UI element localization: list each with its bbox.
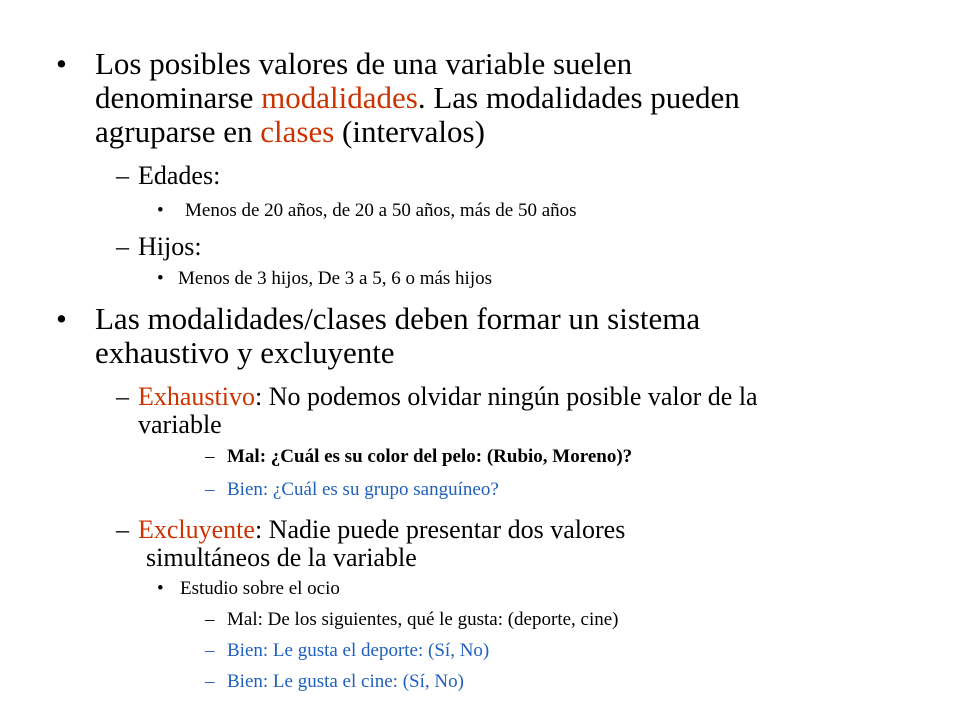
- modalidades-line-2: denominarse modalidades. Las modalidades pueden: [95, 80, 740, 115]
- bullet-disc-icon: •: [157, 268, 164, 289]
- ejemplo-mal-pelo: Mal: ¿Cuál es su color del pelo: (Rubio, Moreno)?: [227, 446, 633, 467]
- term-exhaustivo: Exhaustivo: [138, 382, 255, 411]
- item-hijos: Hijos:: [138, 232, 202, 261]
- bullet-disc-icon: •: [157, 578, 164, 599]
- term-excluyente: Excluyente: [138, 515, 255, 544]
- bullet-dash-icon: –: [205, 446, 215, 467]
- bullet-dash-icon: –: [116, 515, 129, 544]
- term-modalidades: modalidades: [261, 80, 418, 115]
- ejemplo-bien-cine: Bien: Le gusta el cine: (Sí, No): [227, 671, 464, 692]
- term-clases: clases: [260, 114, 335, 149]
- item-hijos-detalle: Menos de 3 hijos, De 3 a 5, 6 o más hijos: [178, 268, 493, 289]
- bullet-dash-icon: –: [205, 671, 215, 692]
- bullet-dash-icon: –: [116, 161, 129, 190]
- excluyente-line-1: Excluyente: Nadie puede presentar dos valores: [138, 515, 626, 544]
- item-edades-detalle: Menos de 20 años, de 20 a 50 años, más de 50 años: [185, 200, 577, 221]
- bullet-dash-icon: –: [205, 609, 215, 630]
- modalidades-line-3: agruparse en clases (intervalos): [95, 114, 485, 149]
- item-ocio: Estudio sobre el ocio: [180, 578, 340, 599]
- exhaustivo-line-2: variable: [138, 410, 222, 439]
- bullet-disc-icon: •: [157, 200, 164, 221]
- sistema-line-1: Las modalidades/clases deben formar un sistema: [95, 301, 701, 336]
- ejemplo-bien-deporte: Bien: Le gusta el deporte: (Sí, No): [227, 640, 490, 661]
- exhaustivo-line-1: Exhaustivo: No podemos olvidar ningún posible valor de la: [138, 382, 758, 411]
- bullet-dash-icon: –: [205, 640, 215, 661]
- ejemplo-mal-ocio: Mal: De los siguientes, qué le gusta: (deporte, cine): [227, 609, 619, 630]
- ejemplo-bien-sangre: Bien: ¿Cuál es su grupo sanguíneo?: [227, 479, 499, 500]
- excluyente-line-2: simultáneos de la variable: [146, 543, 417, 572]
- bullet-dash-icon: –: [205, 479, 215, 500]
- bullet-disc-icon: •: [56, 301, 67, 336]
- bullet-disc-icon: •: [56, 46, 67, 81]
- bullet-dash-icon: –: [116, 232, 129, 261]
- item-edades: Edades:: [138, 161, 221, 190]
- bullet-dash-icon: –: [116, 382, 129, 411]
- modalidades-line-1: Los posibles valores de una variable suelen: [95, 46, 633, 81]
- sistema-line-2: exhaustivo y excluyente: [95, 335, 395, 370]
